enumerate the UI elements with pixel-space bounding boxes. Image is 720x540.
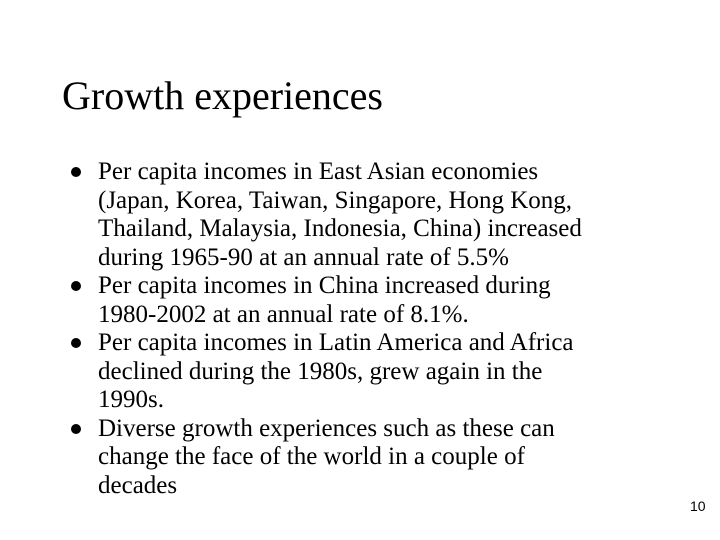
bullet-dot-icon — [71, 338, 81, 348]
bullet-list — [70, 158, 650, 500]
bullet-text: Diverse growth experiences such as these can change the face of the world in a couple of decades — [98, 414, 555, 499]
bullet-item — [70, 158, 650, 272]
slide-title: Growth experiences — [62, 73, 383, 118]
bullet-item — [70, 415, 650, 501]
bullet-item — [70, 272, 650, 329]
bullet-text: Per capita incomes in East Asian economies (Japan, Korea, Taiwan, Singapore, Hong Kong, Thailand, Malaysia, Indonesia, China) increased during 1965-90 at an annual rate of 5.5% — [98, 158, 582, 271]
bullet-text: Per capita incomes in China increased during 1980-2002 at an annual rate of 8.1%. — [98, 272, 551, 328]
bullet-dot-icon — [71, 424, 81, 434]
page-number: 10 — [690, 498, 706, 514]
bullet-text: Per capita incomes in Latin America and Africa declined during the 1980s, grew again in the 1990s. — [98, 329, 574, 413]
bullet-dot-icon — [71, 281, 81, 291]
bullet-item — [70, 329, 650, 415]
bullet-dot-icon — [71, 167, 81, 177]
